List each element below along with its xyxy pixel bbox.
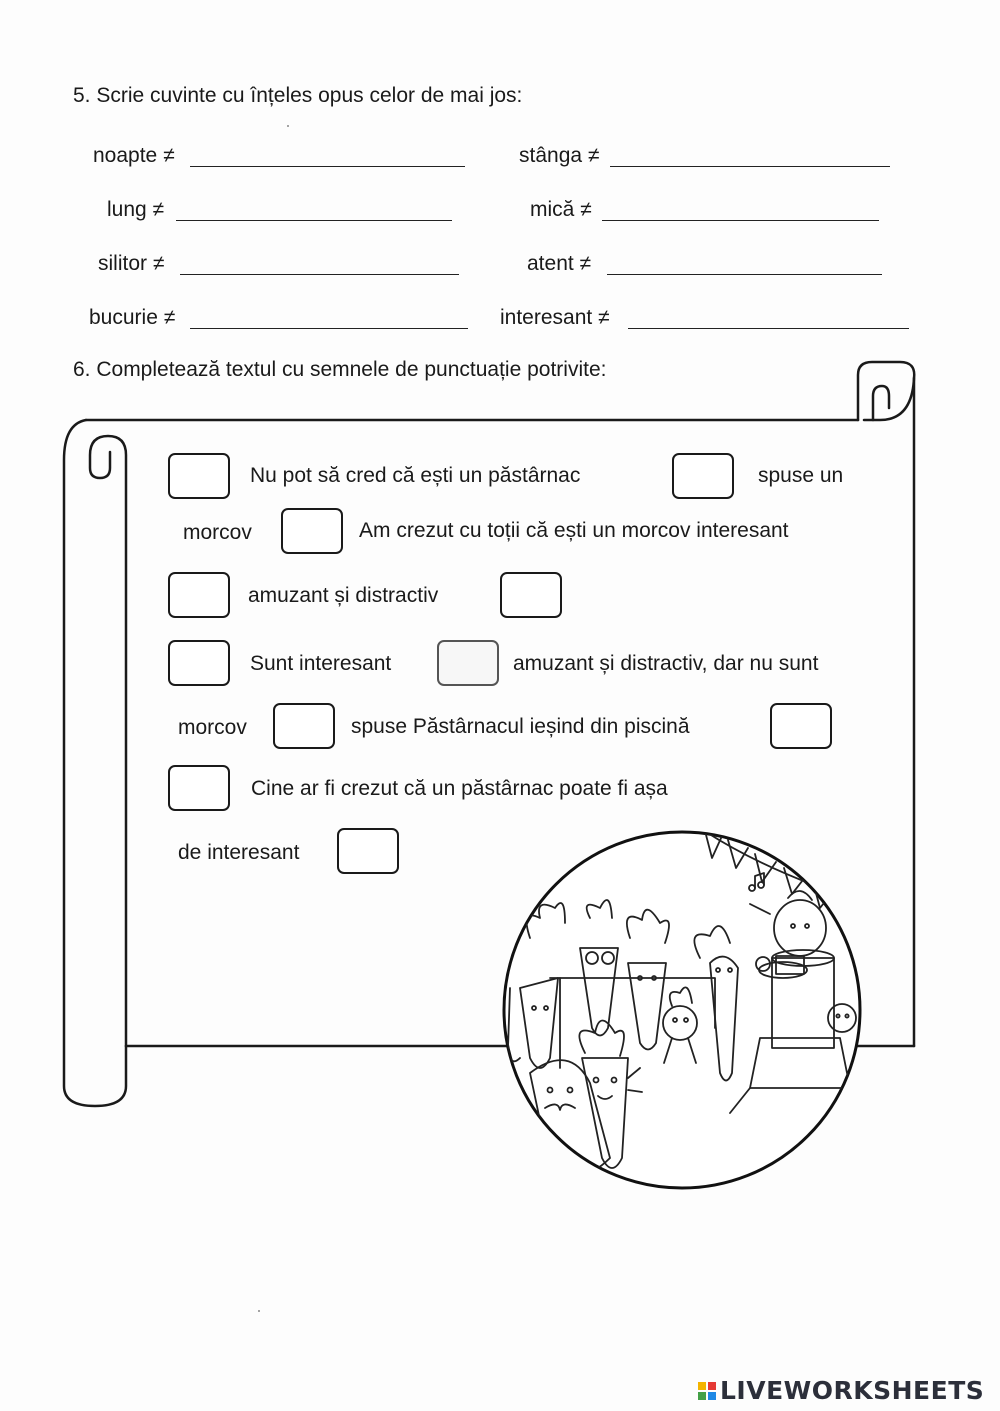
vegetable-party-illustration	[500, 828, 865, 1193]
punctuation-box-8[interactable]	[273, 703, 335, 749]
word-mica: mică ≠	[530, 198, 592, 221]
punctuation-box-3[interactable]	[281, 508, 343, 554]
logo-text: LIVEWORKSHEETS	[720, 1376, 985, 1405]
text-line-2: Am crezut cu toții că ești un morcov interesant	[359, 519, 789, 542]
punctuation-box-9[interactable]	[770, 703, 832, 749]
scan-speck	[287, 125, 289, 127]
logo-square	[708, 1392, 716, 1400]
punctuation-box-4[interactable]	[168, 572, 230, 618]
text-morcov-1: morcov	[183, 521, 252, 544]
punctuation-box-1[interactable]	[168, 453, 230, 499]
logo-square	[708, 1382, 716, 1390]
scan-speck	[258, 1310, 260, 1312]
logo-square	[698, 1392, 706, 1400]
text-spuse-un: spuse un	[758, 464, 844, 487]
punctuation-box-6[interactable]	[168, 640, 230, 686]
logo-mark-icon	[698, 1382, 716, 1400]
punctuation-box-10[interactable]	[168, 765, 230, 811]
punctuation-box-2[interactable]	[672, 453, 734, 499]
text-line-4: amuzant și distractiv, dar nu sunt	[513, 652, 819, 675]
text-line-5: spuse Păstârnacul ieșind din piscină	[351, 715, 690, 738]
word-noapte: noapte ≠	[93, 144, 175, 167]
exercise-6-heading: 6. Completează textul cu semnele de punctuație potrivite:	[73, 358, 607, 381]
word-stanga: stânga ≠	[519, 144, 600, 167]
text-line-1: Nu pot să cred că ești un păstârnac	[250, 464, 581, 487]
word-silitor: silitor ≠	[98, 252, 165, 275]
punctuation-box-5[interactable]	[500, 572, 562, 618]
punctuation-box-7[interactable]	[437, 640, 499, 686]
exercise-5-heading: 5. Scrie cuvinte cu înțeles opus celor de mai jos:	[73, 84, 523, 107]
word-bucurie: bucurie ≠	[89, 306, 176, 329]
text-morcov-2: morcov	[178, 716, 247, 739]
logo-square	[698, 1382, 706, 1390]
text-line-3: amuzant și distractiv	[248, 584, 439, 607]
word-interesant: interesant ≠	[500, 306, 610, 329]
word-lung: lung ≠	[107, 198, 165, 221]
text-sunt-interesant: Sunt interesant	[250, 652, 392, 675]
word-atent: atent ≠	[527, 252, 592, 275]
text-de-interesant: de interesant	[178, 841, 300, 864]
liveworksheets-logo	[698, 1376, 984, 1405]
punctuation-box-11[interactable]	[337, 828, 399, 874]
text-line-6: Cine ar fi crezut că un păstârnac poate fi așa	[251, 777, 668, 800]
